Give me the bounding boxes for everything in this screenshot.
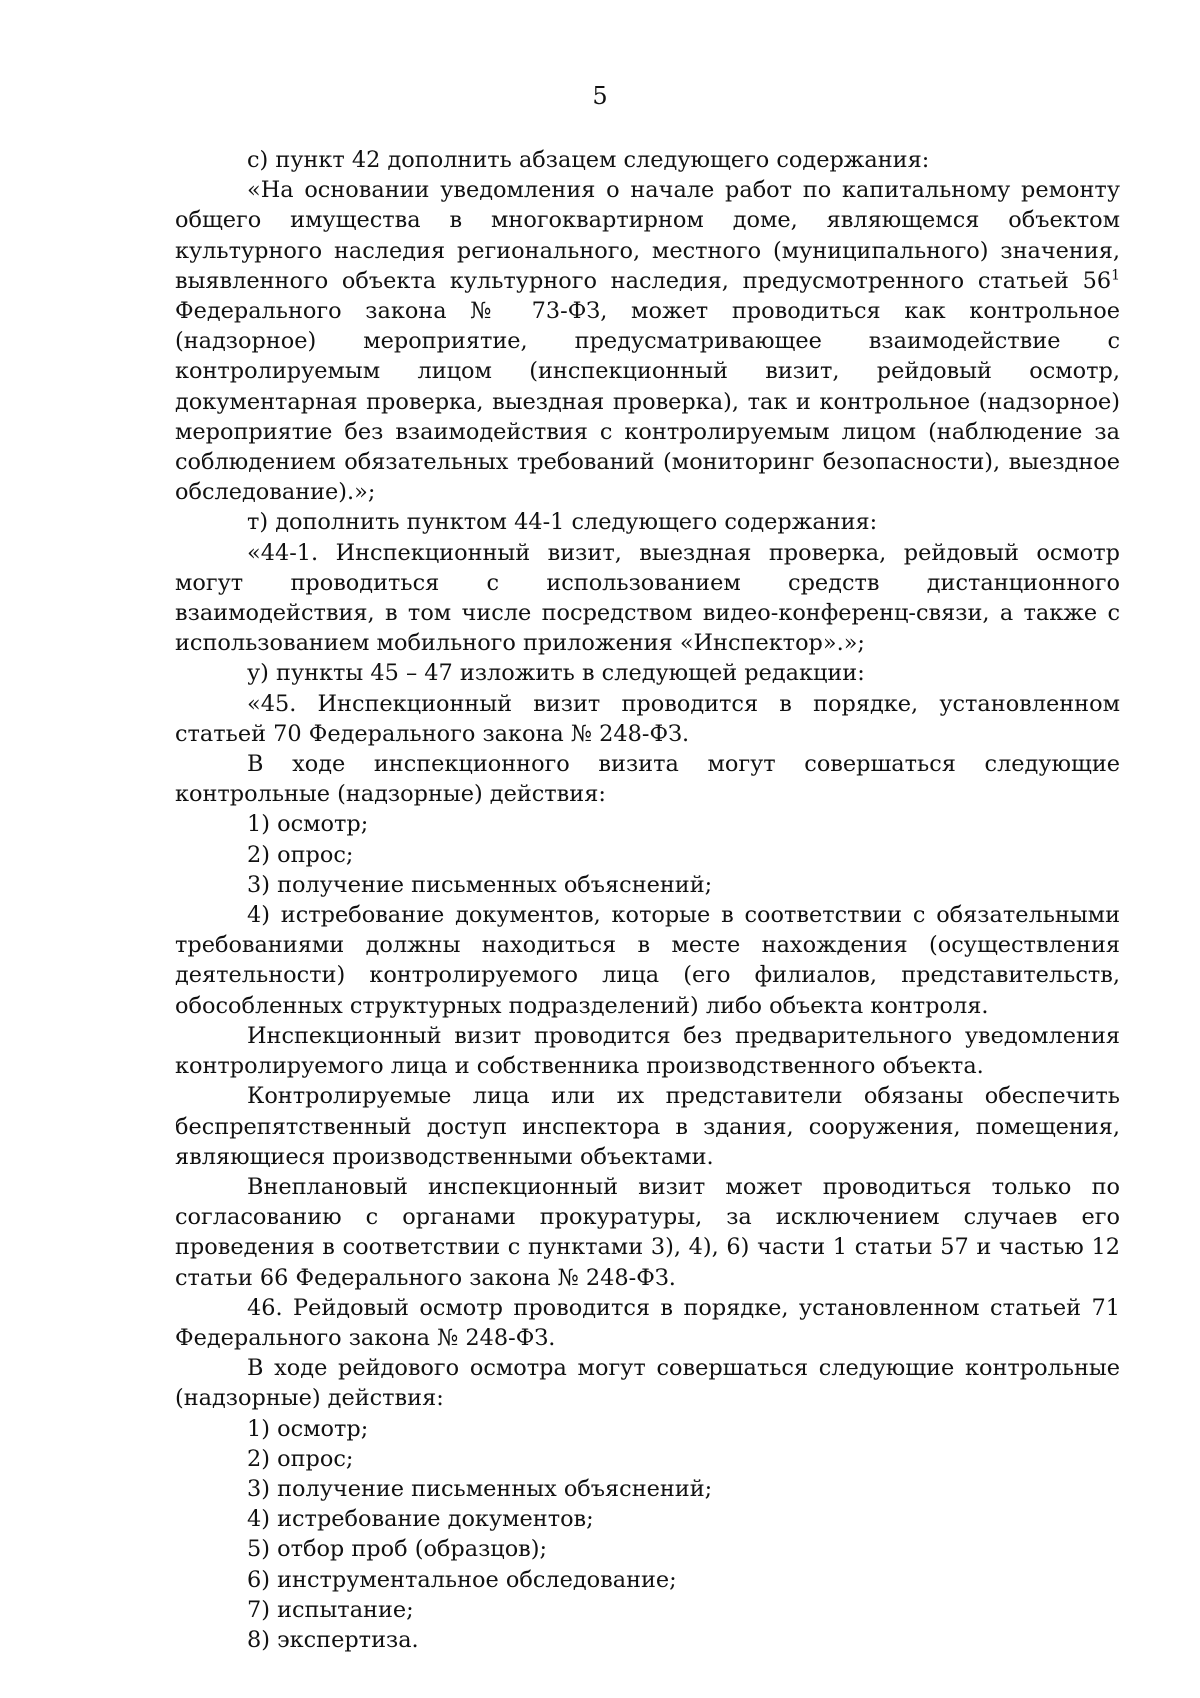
- paragraph-raid-actions: В ходе рейдового осмотра могут совершаться следующие контрольные (надзорные) действия:: [175, 1355, 1120, 1412]
- list-item: 5) отбор проб (образцов);: [247, 1536, 548, 1563]
- list-item: 1) осмотр;: [247, 811, 369, 838]
- paragraph-amend-45-47: у) пункты 45 – 47 изложить в следующей редакции:: [247, 660, 865, 687]
- paragraph-capital-repair-part2: Федерального закона № 73-ФЗ, может проводиться как контрольное (надзорное) мероприятие, предусматривающее взаимодействие с контролируемым лицом (инспекционный визит, рейдовый осмотр, документарная проверка, выездная проверка), так и контрольное (надзорное) мероприятие без взаимодействия с контролируемым лицом (наблюдение за соблюдением обязательных требований (мониторинг безопасности), выездное обследование).»;: [175, 298, 1120, 506]
- list-item: 7) испытание;: [247, 1596, 414, 1623]
- paragraph-no-notice: Инспекционный визит проводится без предварительного уведомления контролируемого лица и собственника производственного объекта.: [175, 1022, 1120, 1080]
- list-item: 4) истребование документов;: [247, 1506, 594, 1533]
- list-item: 1) осмотр;: [247, 1415, 369, 1442]
- paragraph-access: Контролируемые лица или их представители обязаны обеспечить беспрепятственный доступ инспектора в здания, сооружения, помещения, являющиеся производственными объектами.: [175, 1083, 1120, 1170]
- paragraph-46: 46. Рейдовый осмотр проводится в порядке, установленном статьей 71 Федерального закона № 248-ФЗ.: [175, 1294, 1120, 1351]
- list-item: 2) опрос;: [247, 841, 354, 868]
- paragraph-capital-repair: [175, 175, 1120, 507]
- page-number: 5: [592, 82, 608, 110]
- paragraph-unscheduled: Внеплановый инспекционный визит может проводиться только по согласованию с органами прокуратуры, за исключением случаев его проведения в соответствии с пунктами 3), 4), 6) части 1 статьи 57 и частью 12 статьи 66 Федерального закона № 248-ФЗ.: [175, 1173, 1120, 1291]
- paragraph-amend-44-1: т) дополнить пунктом 44-1 следующего содержания:: [247, 509, 878, 536]
- list-item: 2) опрос;: [247, 1445, 354, 1472]
- paragraph-amend-42: с) пункт 42 дополнить абзацем следующего содержания:: [247, 147, 930, 173]
- footnote-superscript: 1: [1111, 267, 1120, 284]
- paragraph-inspection-actions: В ходе инспекционного визита могут совершаться следующие контрольные (надзорные) действия:: [175, 751, 1120, 808]
- list-item: 8) экспертиза.: [247, 1626, 419, 1653]
- list-item: 4) истребование документов, которые в соответствии с обязательными требованиями должны находиться в месте нахождения (осуществления деятельности) контролируемого лица (его филиалов, представительств, обособленных структурных подразделений) либо объекта контроля.: [175, 902, 1120, 1019]
- paragraph-capital-repair-part1: «На основании уведомления о начале работ по капитальному ремонту общего имущества в многоквартирном доме, являющемся объектом культурного наследия регионального, местного (муниципального) значения, выявленного объекта культурного наследия, предусмотренного статьей 56: [175, 177, 1120, 294]
- list-item: 6) инструментальное обследование;: [247, 1566, 677, 1593]
- paragraph-44-1: «44-1. Инспекционный визит, выездная проверка, рейдовый осмотр могут проводиться с использованием средств дистанционного взаимодействия, в том числе посредством видео-конференц-связи, а также с использованием мобильного приложения «Инспектор».»;: [175, 539, 1120, 657]
- paragraph-45: «45. Инспекционный визит проводится в порядке, установленном статьей 70 Федерального закона № 248-ФЗ.: [175, 690, 1120, 747]
- list-item: 3) получение письменных объяснений;: [247, 871, 713, 898]
- list-item: 3) получение письменных объяснений;: [247, 1475, 713, 1502]
- document-body: [175, 145, 1120, 1655]
